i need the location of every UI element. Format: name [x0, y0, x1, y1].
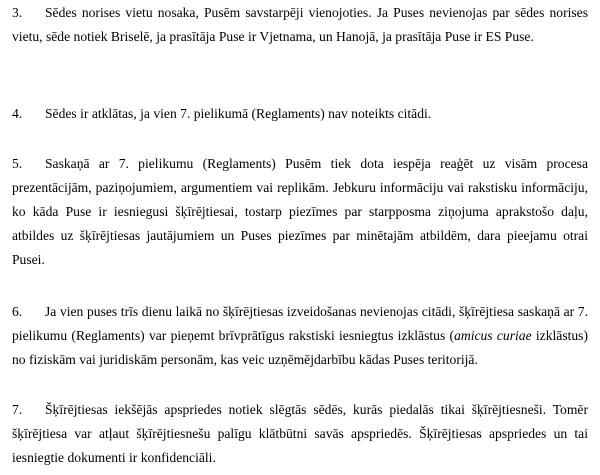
paragraph-5 — [12, 152, 588, 272]
paragraph-text: Saskaņā ar 7. pielikumu (Reglaments) Pusēm tiek dota iespēja reaģēt uz visām procesa prezentācijām, paziņojumiem, argumentiem vai replikām. Jebkuru informāciju vai rakstisku informāciju, ko kāda Puse ir iesniegusi šķīrējtiesai, tostarp piezīmes par starpposma ziņojuma aprakstošo daļu, atbildes uz šķīrējtiesas jautājumiem un Puses piezīmes par minētajām atbildēm, dara pieejamu otrai Pusei. — [12, 156, 588, 267]
paragraph-text: Šķīrējtiesas iekšējās apspriedes notiek slēgtās sēdēs, kurās piedalās tikai šķīrējtiesneši. Tomēr šķīrējtiesa var atļaut šķīrējtiesnešu palīgu klātbūtni savās apspriedēs. Šķīrējtiesas apspriedes un tai iesniegtie dokumenti ir konfidenciāli. — [12, 402, 588, 465]
paragraph-number: 4. — [12, 106, 23, 121]
paragraph-text-end: izklāstus) no fiziskām vai juridiskām personām, kas veic uzņēmējdarbību kādas Puses teritorijā. — [12, 328, 588, 367]
paragraph-number: 5. — [12, 156, 23, 171]
paragraph-3 — [12, 1, 588, 49]
paragraph-text: Sēdes ir atklātas, ja vien 7. pielikumā (Reglaments) nav noteikts citādi. — [45, 106, 432, 121]
paragraph-4 — [12, 102, 588, 126]
paragraph-text-start: Ja vien puses trīs dienu laikā no šķīrējtiesas izveidošanas nevienojas citādi, šķīrējtiesa saskaņā ar 7. pielikumu (Reglaments) var pieņemt brīvprātīgus rakstiski iesniegtus izklāstus ( — [12, 304, 588, 343]
paragraph-number: 7. — [12, 402, 23, 417]
paragraph-text-italic: amicus curiae — [454, 328, 532, 343]
paragraph-number: 3. — [12, 5, 23, 20]
paragraph-text: Sēdes norises vietu nosaka, Pusēm savstarpēji vienojoties. Ja Puses nevienojas par sēdes norises vietu, sēde notiek Briselē, ja prasītāja Puse ir Vjetnama, un Hanojā, ja prasītāja Puse ir ES Puse. — [12, 5, 588, 44]
paragraph-number: 6. — [12, 304, 23, 319]
paragraph-7 — [12, 398, 588, 470]
paragraph-6 — [12, 300, 588, 372]
